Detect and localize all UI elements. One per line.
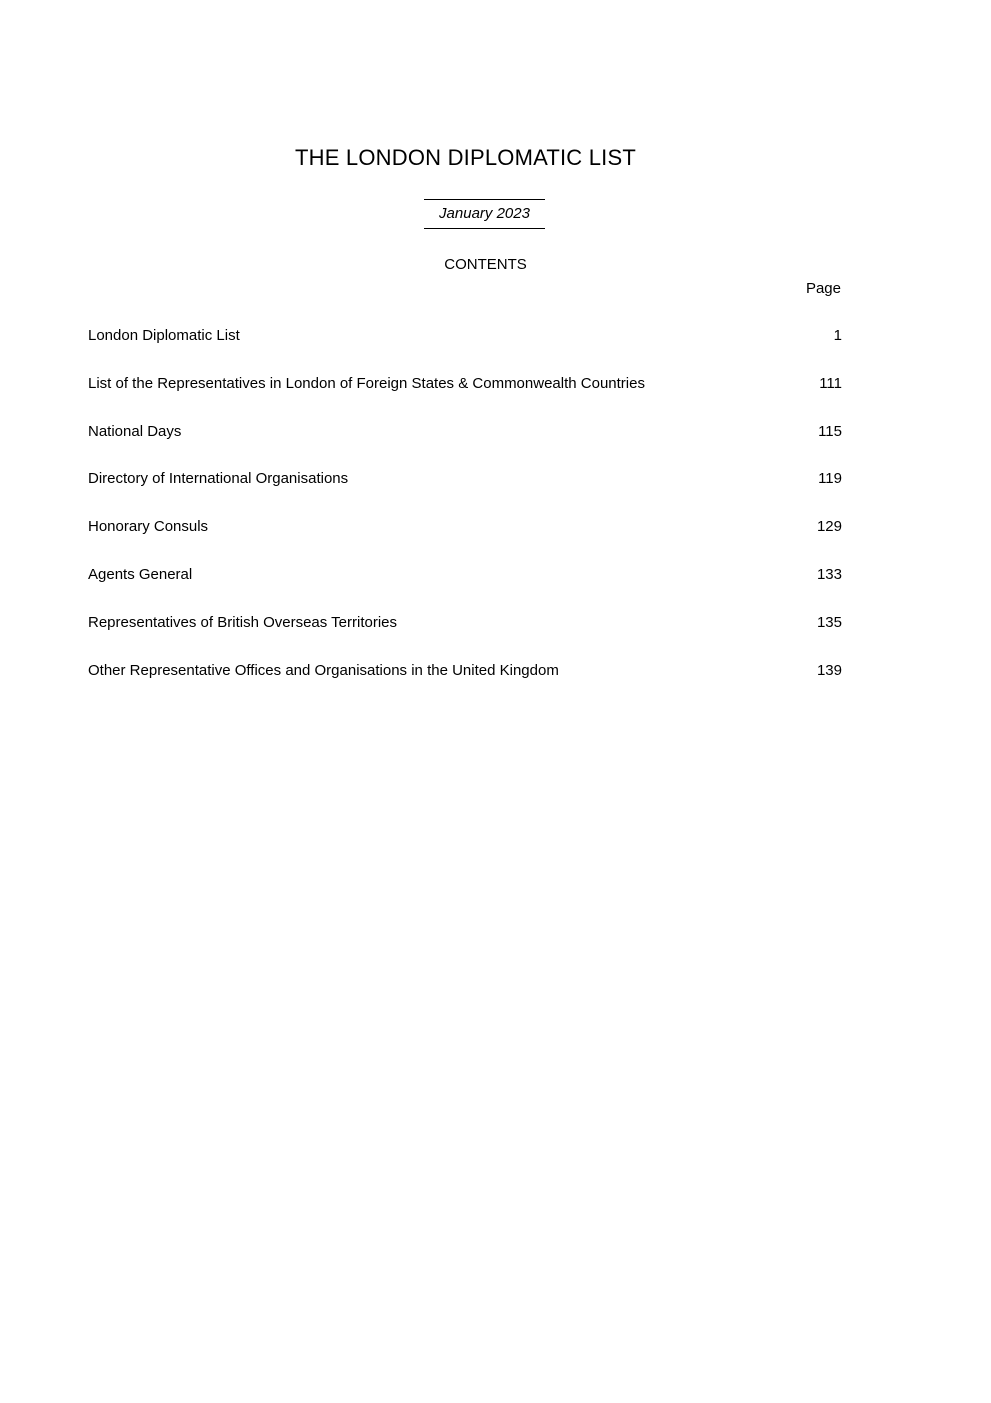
toc-entry — [88, 566, 842, 614]
toc-entry-label: Other Representative Offices and Organisations in the United Kingdom — [88, 661, 559, 679]
toc-entry-page: 115 — [818, 422, 842, 440]
toc-entry — [88, 662, 842, 710]
toc-entry-page: 133 — [816, 565, 842, 583]
document-title: THE LONDON DIPLOMATIC LIST — [295, 145, 636, 170]
toc-entry-label: National Days — [88, 422, 182, 440]
toc-entry — [88, 470, 842, 518]
toc-entry — [88, 327, 842, 375]
toc-entry-label: Directory of International Organisations — [88, 470, 349, 488]
toc-entry-page: 139 — [816, 661, 842, 679]
toc-entry — [88, 614, 842, 662]
toc-entry-label: Agents General — [88, 565, 193, 583]
toc-entry-label: Honorary Consuls — [88, 518, 209, 536]
table-of-contents — [88, 327, 842, 709]
toc-entry-page: 135 — [816, 613, 842, 631]
page-column-heading: Page — [805, 280, 841, 297]
toc-entry-page: 111 — [819, 374, 842, 392]
document-date: January 2023 — [424, 199, 545, 229]
toc-entry-label: List of the Representatives in London of Foreign States & Commonwealth Countries — [88, 374, 645, 392]
toc-entry — [88, 375, 842, 423]
toc-entry-page: 119 — [818, 470, 842, 488]
toc-entry — [88, 518, 842, 566]
toc-entry-label: London Diplomatic List — [88, 327, 240, 344]
contents-heading: CONTENTS — [444, 256, 527, 273]
toc-entry-page: 129 — [816, 518, 842, 536]
toc-entry-label: Representatives of British Overseas Territories — [88, 613, 398, 631]
toc-entry-page: 1 — [833, 327, 842, 344]
toc-entry — [88, 423, 842, 471]
